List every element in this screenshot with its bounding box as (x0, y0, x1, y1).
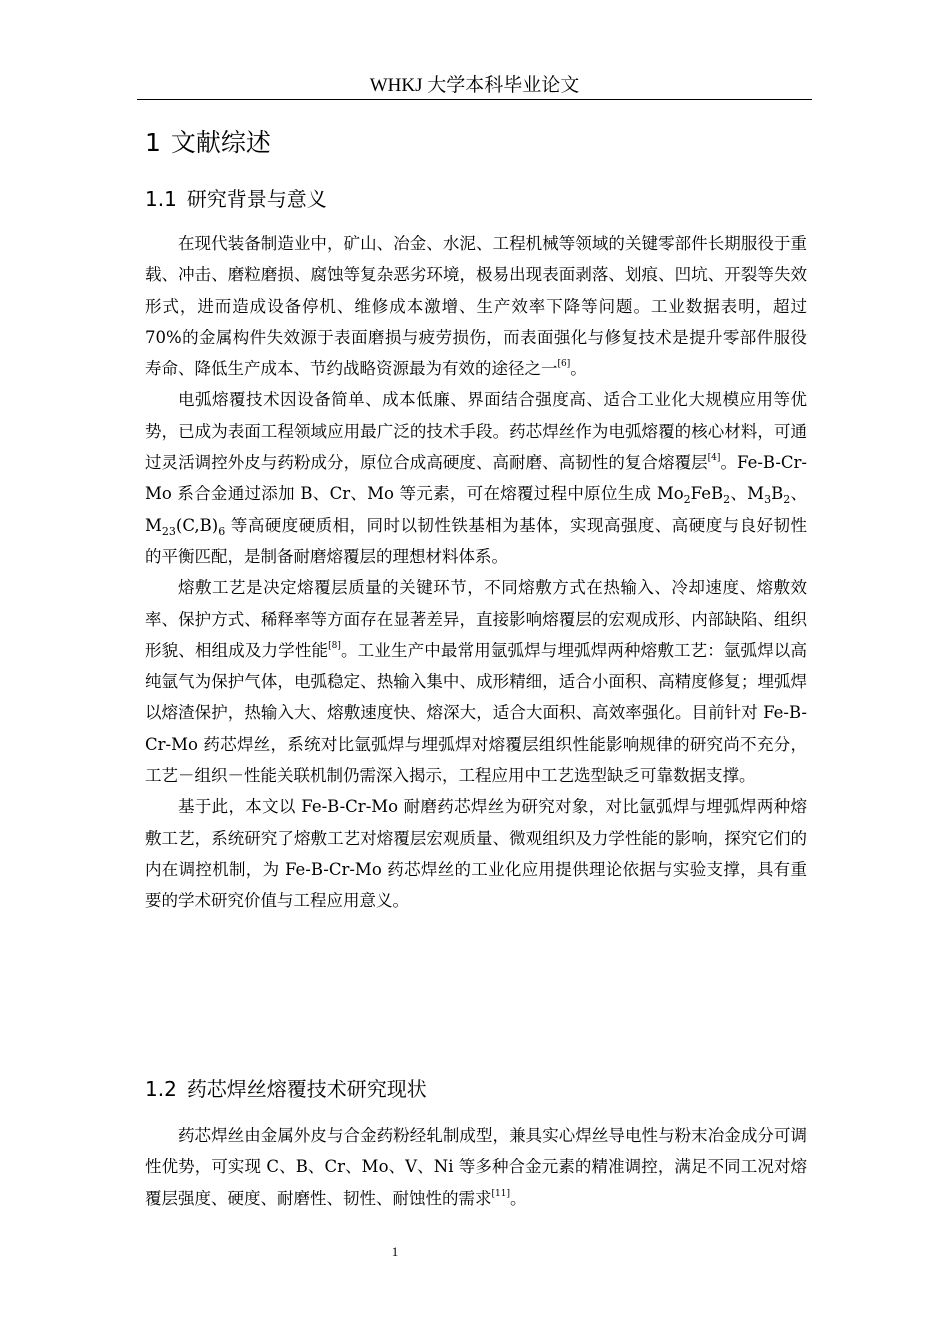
paragraph-text: 等高硬度硬质相，同时以韧性铁基相为基体，实现高强度、高硬度与良好韧性的平衡匹配，是制备耐磨熔覆层的理想材料体系。 (145, 515, 807, 566)
subscript: 2 (683, 493, 691, 507)
paragraph-text: FeB (690, 484, 724, 504)
citation: [4] (707, 453, 721, 464)
paragraph (145, 572, 807, 791)
citation: [11] (491, 1188, 510, 1199)
subscript: 2 (783, 493, 791, 507)
subscript: 23 (161, 524, 176, 538)
page-header: WHKJ 大学本科毕业论文 (369, 75, 580, 96)
paragraph-text: 电弧熔覆技术因设备简单、成本低廉、界面结合强度高、适合工业化大规模应用等优势，已成为表面工程领域应用最广泛的技术手段。药芯焊丝作为电弧熔覆的核心材料，可通过灵活调控外皮与药粉成分，原位合成高硬度、高耐磨、高韧性的复合熔覆层 (145, 390, 807, 473)
paragraph-text: 药芯焊丝由金属外皮与合金药粉经轧制成型，兼具实心焊丝导电性与粉末冶金成分可调性优势，可实现 C、B、Cr、Mo、V、Ni 等多种合金元素的精准调控，满足不同工况对熔覆层强度、硬度、耐磨性、韧性、耐蚀性的需求 (145, 1126, 807, 1208)
section-title: 药芯焊丝熔覆技术研究现状 (186, 1077, 427, 1101)
paragraph-text: (C,B) (175, 515, 219, 535)
page-number: 1 (391, 1244, 399, 1259)
citation: [6] (557, 359, 571, 370)
paragraph (145, 228, 807, 384)
paragraph (145, 1120, 807, 1214)
subscript: 3 (764, 493, 772, 507)
paragraph (145, 384, 807, 572)
paragraph: 基于此，本文以 Fe-B-Cr-Mo 耐磨药芯焊丝为研究对象，对比氩弧焊与埋弧焊两种熔敷工艺，系统研究了熔敷工艺对熔覆层宏观质量、微观组织及力学性能的影响，探究它们的内在调控机制，为 Fe-B-Cr-Mo 药芯焊丝的工业化应用提供理论依据与实验支撑，具有重要的学术研究价值与工程应用意义。 (145, 797, 807, 911)
section-1-2-body (145, 1120, 807, 1214)
chapter-heading (145, 128, 271, 158)
header-rule (137, 99, 812, 100)
chapter-title: 文献综述 (170, 128, 271, 157)
paragraph-text: 。 (509, 1188, 527, 1208)
chapter-number: 1 (145, 128, 161, 157)
section-heading-1-1 (145, 186, 327, 212)
section-title: 研究背景与意义 (186, 187, 327, 211)
paragraph-text: 。Fe-B-Cr-Mo 系合金通过添加 B、Cr、Mo 等元素，可在熔覆过程中原位生成 Mo (145, 453, 808, 504)
paragraph-text: 熔敷工艺是决定熔覆层质量的关键环节，不同熔敷方式在热输入、冷却速度、熔敷效率、保护方式、稀释率等方面存在显著差异，直接影响熔覆层的宏观成形、内部缺陷、组织形貌、相组成及力学性能 (145, 578, 807, 660)
subscript: 6 (218, 524, 226, 538)
paragraph-text: 。 (570, 359, 587, 379)
citation: [8] (328, 640, 341, 651)
paragraph-text: 。工业生产中最常用氩弧焊与埋弧焊两种熔敷工艺：氩弧焊以高纯氩气为保护气体，电弧稳定、热输入集中、成形精细，适合小面积、高精度修复；埋弧焊以熔渣保护，热输入大、熔敷速度快、熔深大，适合大面积、高效率强化。目前针对 Fe-B-Cr-Mo 药芯焊丝，系统对比氩弧焊与埋弧焊对熔覆层组织性能影响规律的研究尚不充分，工艺－组织－性能关联机制仍需深入揭示，工程应用中工艺选型缺乏可靠数据支撑。 (145, 640, 808, 786)
subscript: 2 (723, 493, 731, 507)
paragraph-text: 、M (145, 484, 807, 535)
section-number: 1.1 (145, 187, 177, 211)
section-1-1-body (145, 228, 807, 917)
section-heading-1-2 (145, 1076, 427, 1102)
paragraph-text: B (771, 484, 784, 504)
section-number: 1.2 (145, 1077, 177, 1101)
paragraph-text: 在现代装备制造业中，矿山、冶金、水泥、工程机械等领域的关键零部件长期服役于重载、冲击、磨粒磨损、腐蚀等复杂恶劣环境，极易出现表面剥落、划痕、凹坑、开裂等失效形式，进而造成设备停机、维修成本激增、生产效率下降等问题。工业数据表明，超过 70%的金属构件失效源于表面磨损与疲劳损伤，而表面强化与修复技术是提升零部件服役寿命、降低生产成本、节约战略资源最为有效的途径之一 (145, 234, 807, 379)
paragraph-text: 、M (730, 484, 765, 504)
